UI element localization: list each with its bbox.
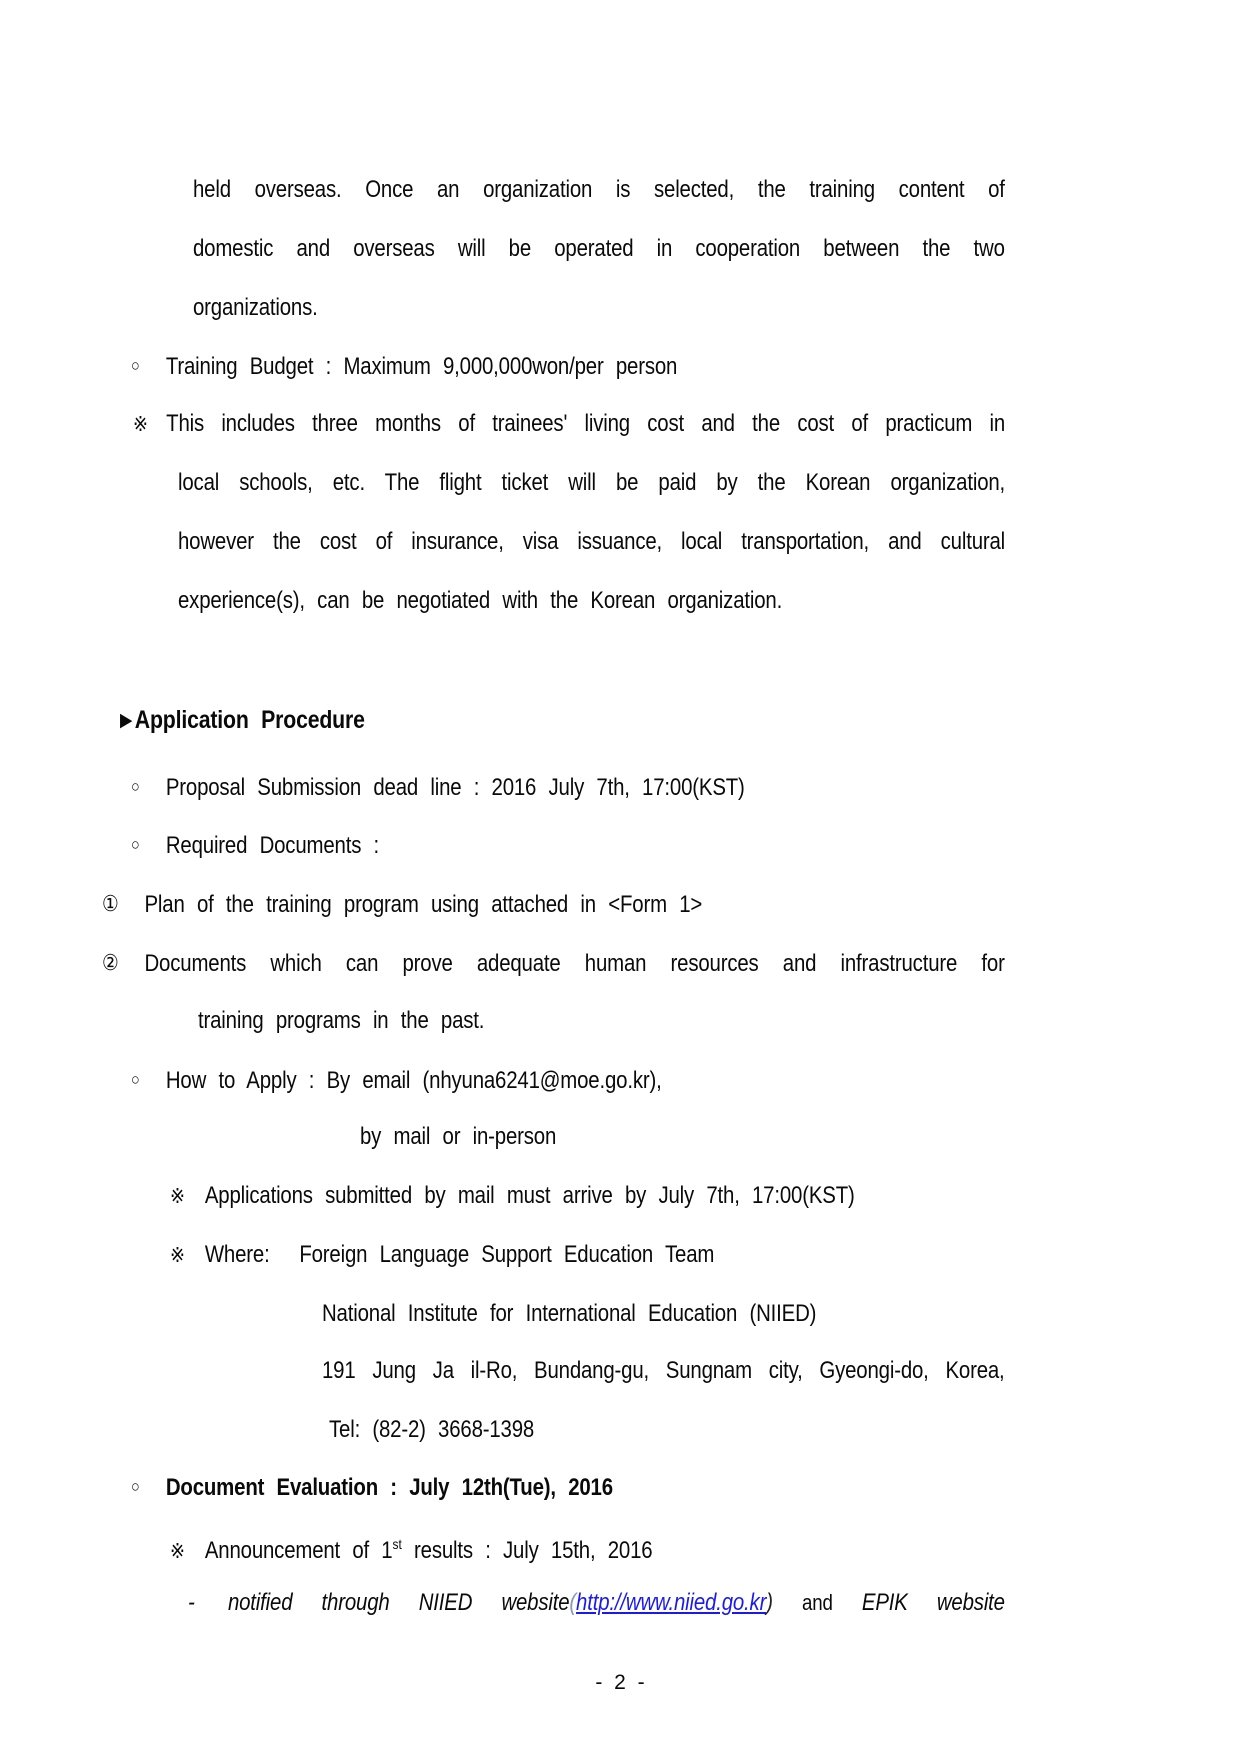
reference-mark-icon: ※ xyxy=(170,1185,185,1208)
where-org-text: National Institute for International Education (NIIED) xyxy=(322,1300,817,1327)
note-budget-line-3: however the cost of insurance, visa issuance, local transportation, and cultural xyxy=(178,528,1006,555)
circle-bullet-icon: ○ xyxy=(131,835,140,854)
section-heading-text: Application Procedure xyxy=(134,706,365,734)
note-notified-through xyxy=(188,1583,1005,1623)
note-mail-arrival xyxy=(170,1176,855,1216)
training-budget-text: Training Budget : Maximum 9,000,000won/per person xyxy=(165,353,678,380)
bullet-training-budget xyxy=(131,346,677,386)
numbered-item-2-line-1 xyxy=(102,943,1005,983)
bullet-required-documents xyxy=(131,825,379,865)
announcement-pre-text: Announcement of 1 xyxy=(204,1537,393,1564)
note-where xyxy=(170,1235,714,1275)
niied-website-link[interactable]: http://www.niied.go.kr xyxy=(576,1589,767,1616)
reference-mark-icon: ※ xyxy=(170,1540,185,1563)
bullet-proposal-deadline xyxy=(131,767,745,807)
circled-1-icon: ① xyxy=(102,891,119,916)
bullet-how-to-apply xyxy=(131,1060,662,1100)
paren-open-text: ( xyxy=(569,1589,577,1616)
announcement-post-text: results : July 15th, 2016 xyxy=(401,1537,653,1564)
page-number: - 2 - xyxy=(595,1671,645,1694)
circle-bullet-icon: ○ xyxy=(131,356,140,375)
paragraph-overseas-line-2: domestic and overseas will be operated in cooperation between the two xyxy=(193,235,1005,262)
numbered-item-1 xyxy=(102,884,702,924)
how-to-apply-text: How to Apply : By email (nhyuna6241@moe.go.kr), xyxy=(165,1067,662,1094)
numbered-item-1-text: Plan of the training program using attached in <Form 1> xyxy=(144,891,703,918)
numbered-item-2-text: Documents which can prove adequate human resources and infrastructure for xyxy=(144,950,1005,977)
where-telephone-text: Tel: (82-2) 3668-1398 xyxy=(329,1416,535,1443)
note-budget-text-1: This includes three months of trainees' living cost and the cost of practicum in xyxy=(166,410,1006,437)
circle-bullet-icon: ○ xyxy=(131,1070,140,1089)
section-heading-application-procedure xyxy=(120,700,365,740)
note-budget-line-2: local schools, etc. The flight ticket will be paid by the Korean organization, xyxy=(178,469,1006,496)
notified-seg2-text: EPIK website xyxy=(861,1589,1005,1616)
note-announcement xyxy=(170,1524,652,1564)
reference-mark-icon: ※ xyxy=(170,1244,185,1267)
paren-close-text: ) xyxy=(766,1589,773,1616)
required-documents-text: Required Documents : xyxy=(165,832,380,859)
where-team-text: Foreign Language Support Education Team xyxy=(299,1241,715,1268)
numbered-item-2-line-2: training programs in the past. xyxy=(198,1007,485,1034)
how-to-apply-line-2: by mail or in-person xyxy=(360,1123,557,1150)
proposal-deadline-text: Proposal Submission dead line : 2016 July 7th, 17:00(KST) xyxy=(165,774,745,801)
notified-seg1-text: notified through NIIED website xyxy=(227,1589,570,1616)
arrow-bullet-icon: ▶ xyxy=(120,710,133,731)
paragraph-overseas-line-3: organizations. xyxy=(193,294,318,321)
and-word-text: and xyxy=(802,1590,833,1615)
bullet-document-evaluation xyxy=(131,1467,613,1507)
note-budget-line-4: experience(s), can be negotiated with the Korean organization. xyxy=(178,587,783,614)
note-budget-line-1 xyxy=(133,404,1005,444)
dash-bullet-icon: - xyxy=(188,1589,195,1616)
document-evaluation-text: Document Evaluation : July 12th(Tue), 2016 xyxy=(165,1474,613,1501)
circled-2-icon: ② xyxy=(102,950,119,975)
note-mail-arrival-text: Applications submitted by mail must arrive by July 7th, 17:00(KST) xyxy=(204,1182,855,1209)
ordinal-superscript: st xyxy=(392,1536,402,1552)
where-label: Where: xyxy=(204,1241,270,1268)
where-address-text: 191 Jung Ja il-Ro, Bundang-gu, Sungnam city, Gyeongi-do, Korea, xyxy=(322,1357,1005,1384)
reference-mark-icon: ※ xyxy=(133,413,148,436)
paragraph-overseas-line-1: held overseas. Once an organization is selected, the training content of xyxy=(193,176,1005,203)
circle-bullet-icon: ○ xyxy=(131,1477,140,1496)
circle-bullet-icon: ○ xyxy=(131,777,140,796)
